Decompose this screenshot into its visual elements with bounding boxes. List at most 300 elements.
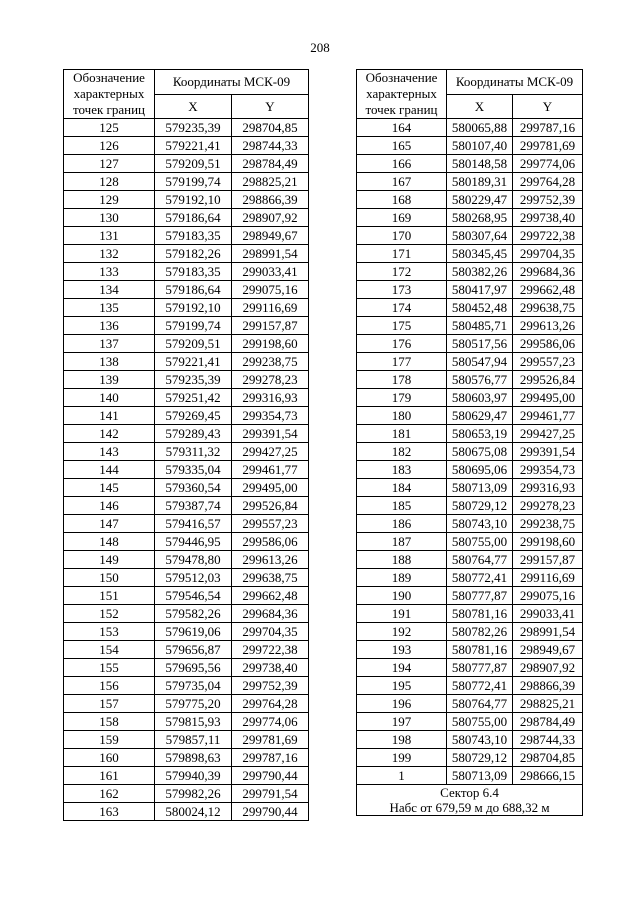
point-id-cell: 185 [357,497,447,515]
point-id-cell: 133 [64,263,155,281]
x-cell: 580629,47 [447,407,513,425]
y-cell: 299790,44 [232,767,309,785]
point-id-cell: 198 [357,731,447,749]
x-cell: 579898,63 [155,749,232,767]
table-row [64,731,309,749]
point-id-cell: 150 [64,569,155,587]
point-id-cell: 155 [64,659,155,677]
table-row [64,155,309,173]
y-cell: 299752,39 [513,191,583,209]
point-id-cell: 152 [64,605,155,623]
table-row [64,299,309,317]
table-row [64,407,309,425]
table-row [357,245,583,263]
point-id-cell: 148 [64,533,155,551]
table-row [64,119,309,137]
y-cell: 298991,54 [513,623,583,641]
y-cell: 299354,73 [232,407,309,425]
point-id-cell: 164 [357,119,447,137]
y-cell: 299116,69 [232,299,309,317]
x-cell: 580485,71 [447,317,513,335]
y-cell: 299557,23 [513,353,583,371]
x-cell: 579199,74 [155,317,232,335]
y-cell: 299198,60 [232,335,309,353]
x-cell: 579478,80 [155,551,232,569]
y-cell: 299787,16 [513,119,583,137]
x-cell: 579857,11 [155,731,232,749]
x-cell: 579199,74 [155,173,232,191]
table-row [64,209,309,227]
table-row [357,317,583,335]
point-id-cell: 161 [64,767,155,785]
y-cell: 299722,38 [232,641,309,659]
table-row [64,227,309,245]
y-cell: 298825,21 [513,695,583,713]
sector-range: Набс от 679,59 м до 688,32 м [389,800,550,815]
y-cell: 299752,39 [232,677,309,695]
table-row [357,173,583,191]
y-cell: 298949,67 [513,641,583,659]
table-row [357,749,583,767]
y-cell: 299461,77 [232,461,309,479]
table-row [64,479,309,497]
x-cell: 579192,10 [155,299,232,317]
point-id-cell: 176 [357,335,447,353]
point-id-cell: 192 [357,623,447,641]
y-cell: 299613,26 [513,317,583,335]
table-row [64,389,309,407]
table-row [357,479,583,497]
y-cell: 299391,54 [232,425,309,443]
x-cell: 580452,48 [447,299,513,317]
y-cell: 299116,69 [513,569,583,587]
point-id-cell: 134 [64,281,155,299]
header-x: X [447,95,513,119]
x-cell: 579982,26 [155,785,232,803]
table-row [64,659,309,677]
table-row [357,695,583,713]
y-cell: 299427,25 [232,443,309,461]
x-cell: 579235,39 [155,371,232,389]
point-id-cell: 162 [64,785,155,803]
table-row [64,551,309,569]
point-id-cell: 179 [357,389,447,407]
point-id-cell: 167 [357,173,447,191]
y-cell: 299354,73 [513,461,583,479]
y-cell: 299278,23 [232,371,309,389]
x-cell: 580517,56 [447,335,513,353]
point-id-cell: 177 [357,353,447,371]
x-cell: 580764,77 [447,695,513,713]
y-cell: 298704,85 [513,749,583,767]
point-id-cell: 135 [64,299,155,317]
x-cell: 580148,58 [447,155,513,173]
x-cell: 579186,64 [155,209,232,227]
point-id-cell: 172 [357,263,447,281]
point-id-cell: 158 [64,713,155,731]
header-coordinates: Координаты МСК-09 [447,70,583,95]
x-cell: 579209,51 [155,335,232,353]
x-cell: 579192,10 [155,191,232,209]
x-cell: 580713,09 [447,479,513,497]
table-row [357,731,583,749]
table-row [64,515,309,533]
table-row [357,371,583,389]
table-row [64,713,309,731]
point-id-cell: 173 [357,281,447,299]
table-row [357,623,583,641]
x-cell: 579546,54 [155,587,232,605]
point-id-cell: 165 [357,137,447,155]
x-cell: 580065,88 [447,119,513,137]
point-id-cell: 186 [357,515,447,533]
sector-note [357,785,583,816]
y-cell: 299684,36 [232,605,309,623]
point-id-cell: 174 [357,299,447,317]
coordinates-table-right [356,69,583,816]
point-id-cell: 127 [64,155,155,173]
table-row [357,353,583,371]
x-cell: 580772,41 [447,677,513,695]
point-id-cell: 193 [357,641,447,659]
x-cell: 579209,51 [155,155,232,173]
x-cell: 580189,31 [447,173,513,191]
y-cell: 299495,00 [513,389,583,407]
point-id-cell: 140 [64,389,155,407]
table-row [64,191,309,209]
y-cell: 299586,06 [232,533,309,551]
x-cell: 579183,35 [155,263,232,281]
y-cell: 299316,93 [513,479,583,497]
y-cell: 299704,35 [513,245,583,263]
table-row [357,659,583,677]
x-cell: 579446,95 [155,533,232,551]
x-cell: 579335,04 [155,461,232,479]
x-cell: 580345,45 [447,245,513,263]
table-row [357,677,583,695]
x-cell: 579387,74 [155,497,232,515]
table-row [357,299,583,317]
point-id-cell: 126 [64,137,155,155]
y-cell: 298666,15 [513,767,583,785]
table-row [357,605,583,623]
y-cell: 299662,48 [232,587,309,605]
point-id-cell: 178 [357,371,447,389]
y-cell: 298949,67 [232,227,309,245]
x-cell: 579183,35 [155,227,232,245]
y-cell: 299638,75 [513,299,583,317]
x-cell: 579221,41 [155,353,232,371]
x-cell: 580024,12 [155,803,232,821]
x-cell: 580782,26 [447,623,513,641]
header-designation: Обозначение характерных точек границ [357,70,447,119]
point-id-cell: 1 [357,767,447,785]
y-cell: 299787,16 [232,749,309,767]
point-id-cell: 189 [357,569,447,587]
table-row [64,461,309,479]
x-cell: 579311,32 [155,443,232,461]
y-cell: 298784,49 [232,155,309,173]
point-id-cell: 131 [64,227,155,245]
x-cell: 580781,16 [447,641,513,659]
x-cell: 579269,45 [155,407,232,425]
table-row [357,209,583,227]
point-id-cell: 188 [357,551,447,569]
point-id-cell: 145 [64,479,155,497]
x-cell: 580229,47 [447,191,513,209]
x-cell: 580713,09 [447,767,513,785]
point-id-cell: 168 [357,191,447,209]
y-cell: 299704,35 [232,623,309,641]
point-id-cell: 129 [64,191,155,209]
point-id-cell: 132 [64,245,155,263]
point-id-cell: 187 [357,533,447,551]
point-id-cell: 180 [357,407,447,425]
point-id-cell: 138 [64,353,155,371]
y-cell: 298991,54 [232,245,309,263]
x-cell: 580107,40 [447,137,513,155]
y-cell: 299764,28 [232,695,309,713]
x-cell: 580675,08 [447,443,513,461]
point-id-cell: 143 [64,443,155,461]
y-cell: 299764,28 [513,173,583,191]
y-cell: 299495,00 [232,479,309,497]
table-row [357,515,583,533]
point-id-cell: 137 [64,335,155,353]
y-cell: 298907,92 [513,659,583,677]
y-cell: 299033,41 [513,605,583,623]
x-cell: 579416,57 [155,515,232,533]
table-row [357,389,583,407]
table-row [357,119,583,137]
header-x: X [155,95,232,119]
header-y: Y [232,95,309,119]
y-cell: 298744,33 [232,137,309,155]
table-row [357,191,583,209]
y-cell: 299427,25 [513,425,583,443]
y-cell: 299586,06 [513,335,583,353]
table-row [357,461,583,479]
y-cell: 299738,40 [513,209,583,227]
x-cell: 580781,16 [447,605,513,623]
point-id-cell: 169 [357,209,447,227]
point-id-cell: 191 [357,605,447,623]
x-cell: 579512,03 [155,569,232,587]
x-cell: 580755,00 [447,533,513,551]
y-cell: 298907,92 [232,209,309,227]
y-cell: 299774,06 [232,713,309,731]
table-row [357,533,583,551]
point-id-cell: 144 [64,461,155,479]
x-cell: 579182,26 [155,245,232,263]
table-row [64,605,309,623]
y-cell: 299638,75 [232,569,309,587]
x-cell: 579775,20 [155,695,232,713]
table-row [64,677,309,695]
y-cell: 299791,54 [232,785,309,803]
table-row [357,335,583,353]
point-id-cell: 149 [64,551,155,569]
point-id-cell: 139 [64,371,155,389]
point-id-cell: 195 [357,677,447,695]
x-cell: 580307,64 [447,227,513,245]
table-row [64,173,309,191]
table-row [357,713,583,731]
table-row [64,137,309,155]
table-row [64,281,309,299]
table-row [357,281,583,299]
page-number: 208 [310,40,330,55]
point-id-cell: 130 [64,209,155,227]
y-cell: 299461,77 [513,407,583,425]
table-row [357,443,583,461]
point-id-cell: 163 [64,803,155,821]
y-cell: 299198,60 [513,533,583,551]
point-id-cell: 146 [64,497,155,515]
table-row [357,587,583,605]
x-cell: 580653,19 [447,425,513,443]
point-id-cell: 156 [64,677,155,695]
x-cell: 580382,26 [447,263,513,281]
table-row [64,695,309,713]
y-cell: 299738,40 [232,659,309,677]
point-id-cell: 183 [357,461,447,479]
x-cell: 580777,87 [447,659,513,677]
table-row [357,227,583,245]
table-row [64,263,309,281]
y-cell: 299157,87 [232,317,309,335]
x-cell: 579289,43 [155,425,232,443]
y-cell: 298866,39 [513,677,583,695]
table-row [64,371,309,389]
table-row [357,569,583,587]
table-row [64,767,309,785]
y-cell: 298744,33 [513,731,583,749]
x-cell: 580603,97 [447,389,513,407]
point-id-cell: 175 [357,317,447,335]
y-cell: 299790,44 [232,803,309,821]
y-cell: 299238,75 [513,515,583,533]
x-cell: 579221,41 [155,137,232,155]
table-row [64,317,309,335]
table-row [64,425,309,443]
point-id-cell: 128 [64,173,155,191]
x-cell: 580772,41 [447,569,513,587]
table-row [64,353,309,371]
y-cell: 298825,21 [232,173,309,191]
point-id-cell: 184 [357,479,447,497]
x-cell: 580695,06 [447,461,513,479]
header-coordinates: Координаты МСК-09 [155,70,309,95]
table-row [64,497,309,515]
y-cell: 299613,26 [232,551,309,569]
y-cell: 299391,54 [513,443,583,461]
header-designation: Обозначение характерных точек границ [64,70,155,119]
y-cell: 298866,39 [232,191,309,209]
sector-title: Сектор 6.4 [440,785,499,800]
y-cell: 299781,69 [232,731,309,749]
table-row [64,335,309,353]
y-cell: 299722,38 [513,227,583,245]
y-cell: 299662,48 [513,281,583,299]
table-row [64,245,309,263]
table-row [64,443,309,461]
point-id-cell: 166 [357,155,447,173]
point-id-cell: 136 [64,317,155,335]
point-id-cell: 182 [357,443,447,461]
x-cell: 580729,12 [447,749,513,767]
table-row [357,263,583,281]
table-row [357,767,583,785]
x-cell: 579940,39 [155,767,232,785]
y-cell: 298784,49 [513,713,583,731]
y-cell: 299278,23 [513,497,583,515]
point-id-cell: 157 [64,695,155,713]
point-id-cell: 125 [64,119,155,137]
table-row [357,407,583,425]
y-cell: 299316,93 [232,389,309,407]
point-id-cell: 181 [357,425,447,443]
point-id-cell: 170 [357,227,447,245]
y-cell: 299157,87 [513,551,583,569]
point-id-cell: 141 [64,407,155,425]
x-cell: 579656,87 [155,641,232,659]
x-cell: 580743,10 [447,515,513,533]
y-cell: 299526,84 [232,497,309,515]
point-id-cell: 153 [64,623,155,641]
table-row [357,155,583,173]
x-cell: 580576,77 [447,371,513,389]
table-row [357,425,583,443]
x-cell: 579815,93 [155,713,232,731]
y-cell: 299774,06 [513,155,583,173]
x-cell: 579235,39 [155,119,232,137]
y-cell: 299238,75 [232,353,309,371]
point-id-cell: 154 [64,641,155,659]
table-row [357,641,583,659]
y-cell: 299557,23 [232,515,309,533]
y-cell: 298704,85 [232,119,309,137]
point-id-cell: 160 [64,749,155,767]
y-cell: 299033,41 [232,263,309,281]
table-row [357,785,583,816]
table-row [357,497,583,515]
x-cell: 580755,00 [447,713,513,731]
x-cell: 579186,64 [155,281,232,299]
point-id-cell: 197 [357,713,447,731]
coordinates-table-left [63,69,309,821]
y-cell: 299075,16 [232,281,309,299]
y-cell: 299075,16 [513,587,583,605]
x-cell: 579360,54 [155,479,232,497]
table-row [64,623,309,641]
table-row [64,641,309,659]
point-id-cell: 171 [357,245,447,263]
x-cell: 580777,87 [447,587,513,605]
point-id-cell: 199 [357,749,447,767]
x-cell: 580417,97 [447,281,513,299]
table-row [64,785,309,803]
x-cell: 580729,12 [447,497,513,515]
x-cell: 579619,06 [155,623,232,641]
table-row [357,551,583,569]
point-id-cell: 194 [357,659,447,677]
point-id-cell: 196 [357,695,447,713]
table-row [64,749,309,767]
point-id-cell: 190 [357,587,447,605]
x-cell: 580743,10 [447,731,513,749]
x-cell: 580268,95 [447,209,513,227]
